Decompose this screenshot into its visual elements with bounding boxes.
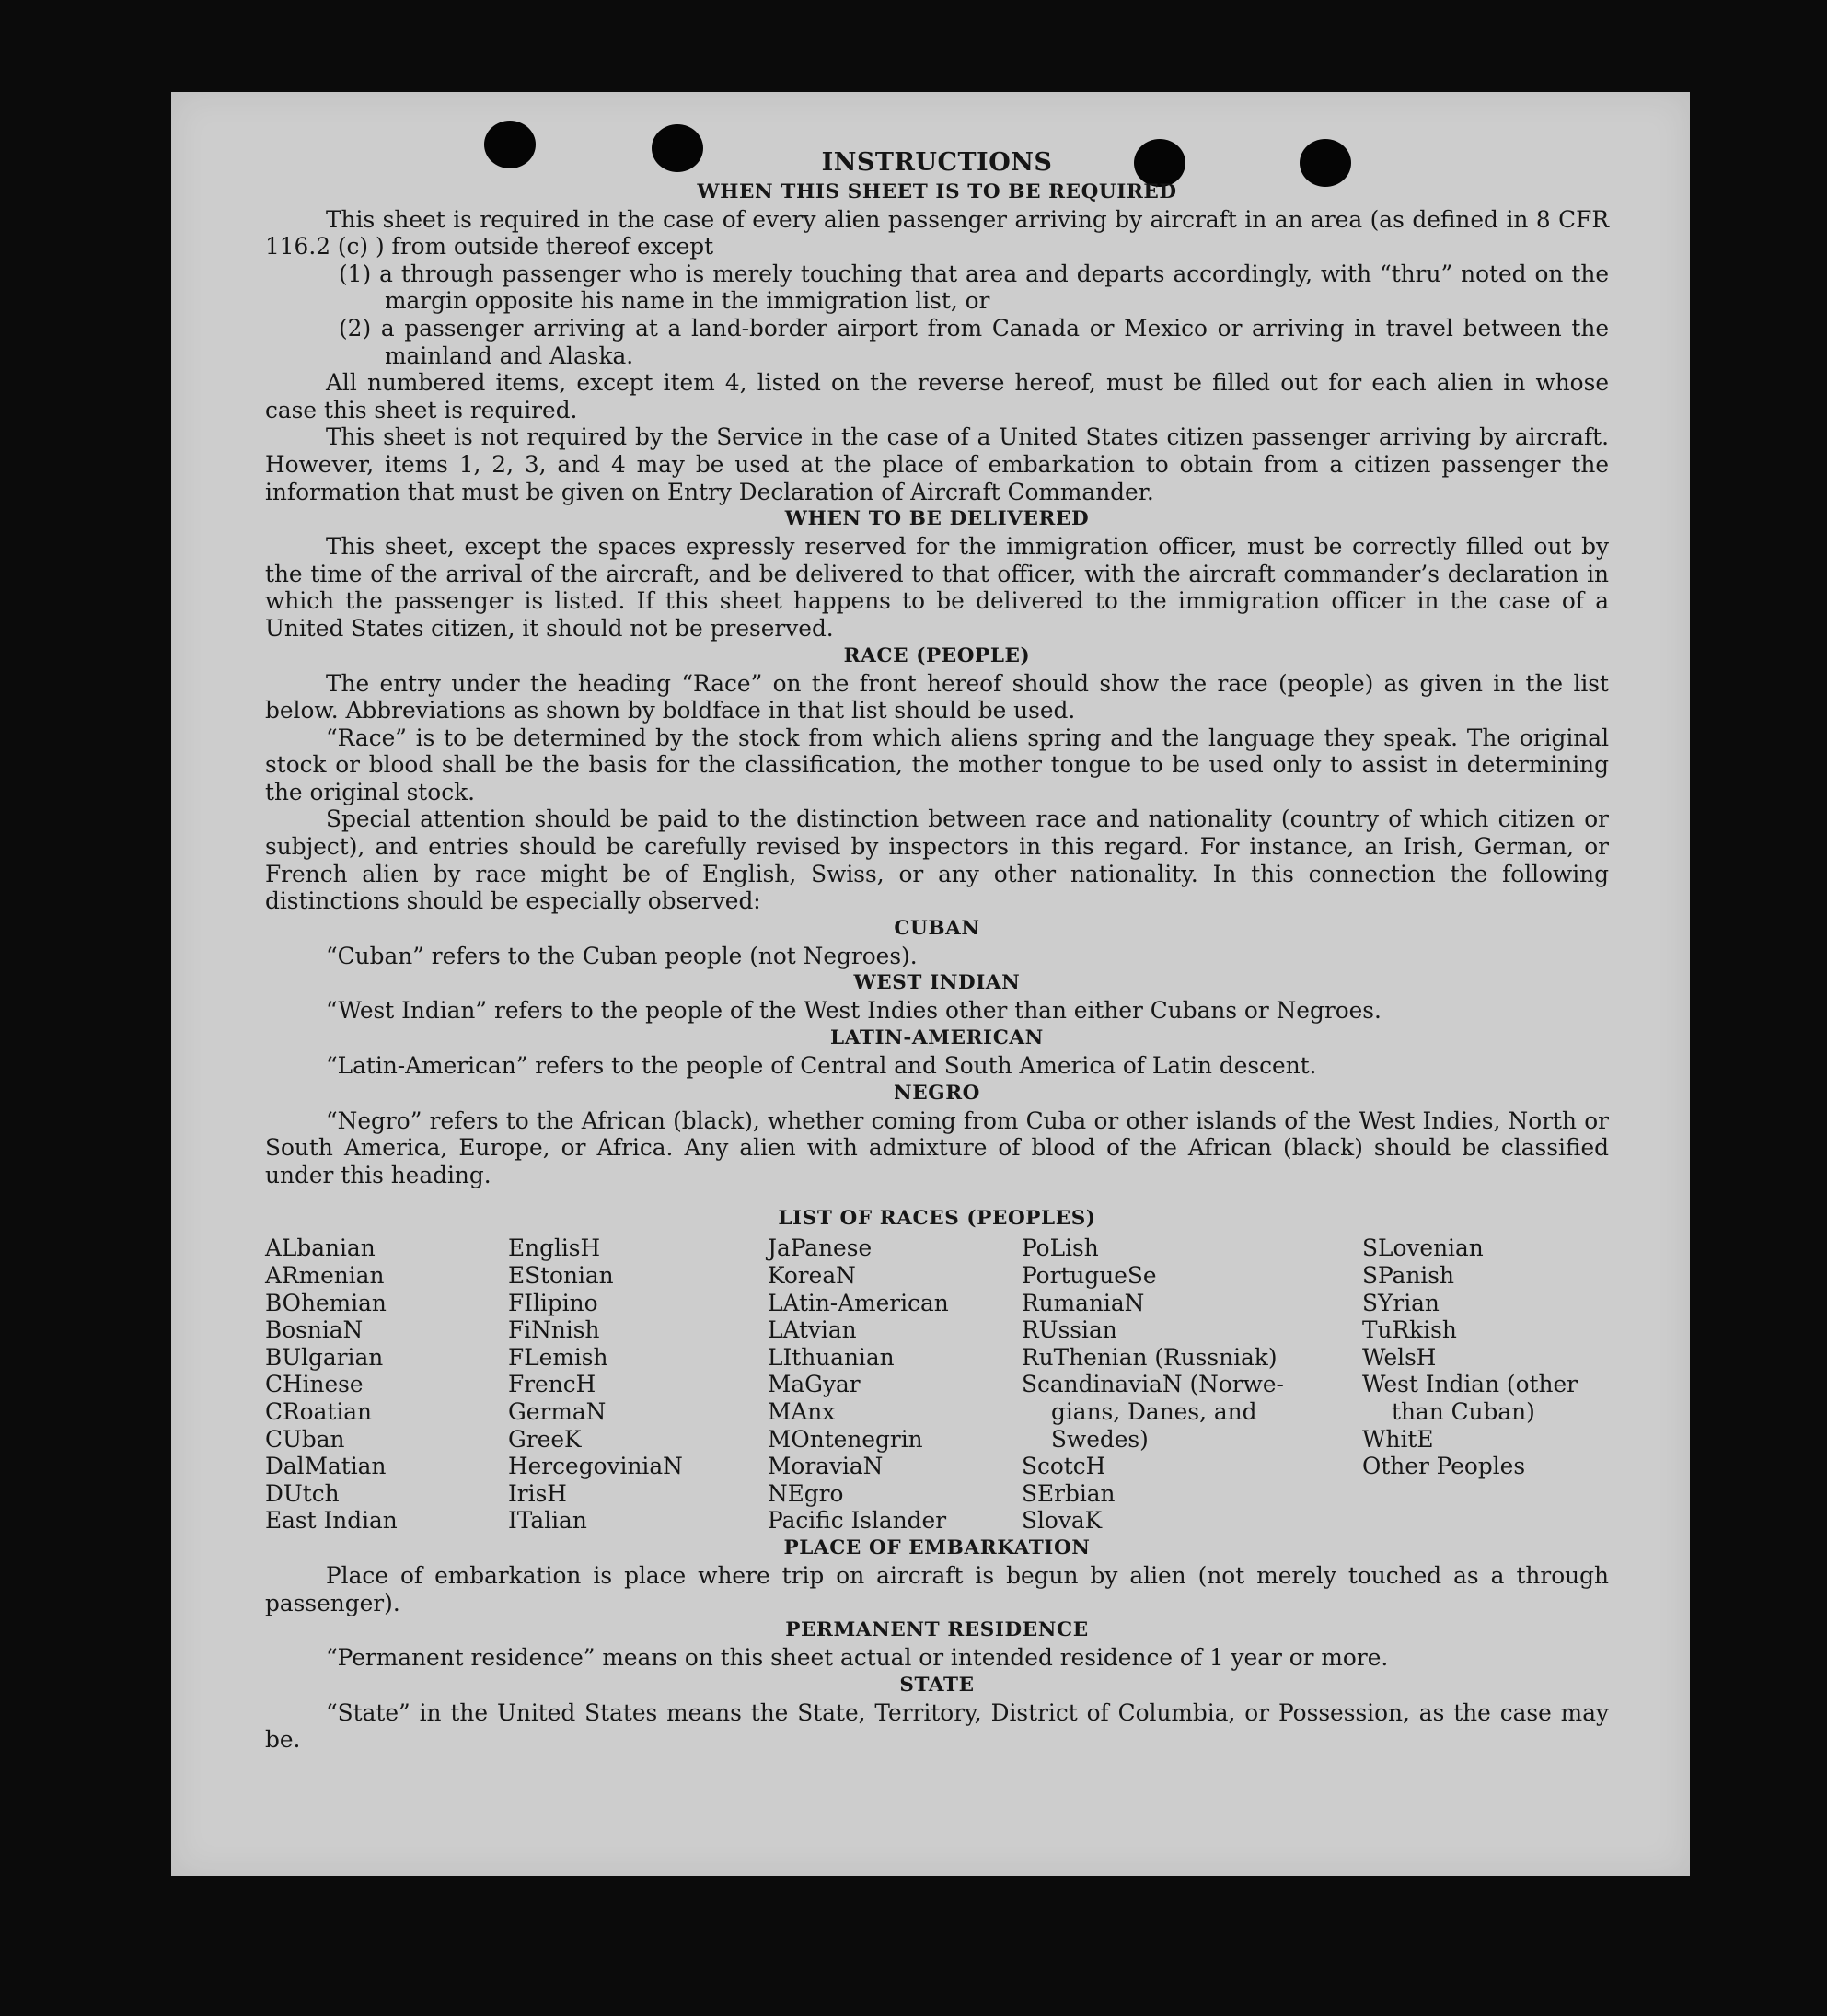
section-heading: PERMANENT RESIDENCE	[785, 1618, 1089, 1642]
races-column	[265, 1234, 508, 1535]
races-column	[1022, 1234, 1362, 1535]
race-entry: BUlgarian	[265, 1343, 384, 1371]
race-entry: RuThenian (Russniak)	[1022, 1343, 1278, 1371]
paragraph: This sheet, except the spaces expressly reserved for the immigration officer, must be correctly filled out by the time of the arrival of the aircraft, and be delivered to that officer, with the aircraft commander’s declaration in which the passenger is listed. If this sheet happens to be delivered to the immigration officer in the case of a United States citizen, it should not be preserved.	[265, 533, 1609, 642]
paragraph: This sheet is not required by the Service in the case of a United States citizen passenger arriving by aircraft. However, items 1, 2, 3, and 4 may be used at the place of embarkation to obtain from a citizen passenger the information that must be given on Entry Declaration of Aircraft Commander.	[265, 423, 1609, 505]
race-entry: MAnx	[768, 1397, 836, 1425]
race-entry: than Cuban)	[1392, 1397, 1535, 1425]
section-heading: STATE	[899, 1673, 975, 1697]
paragraph: “Race” is to be determined by the stock from which aliens spring and the language they speak. The original stock or blood shall be the basis for the classification, the mother tongue to be used only to assist in determining the original stock.	[265, 724, 1609, 805]
race-entry: GermaN	[508, 1397, 607, 1425]
race-entry: NEgro	[768, 1479, 844, 1507]
race-entry: HercegoviniaN	[508, 1453, 683, 1480]
paragraph: “West Indian” refers to the people of the West Indies other than either Cubans or Negroes.	[326, 997, 1382, 1025]
race-entry: LAtvian	[768, 1316, 857, 1344]
paragraph: The entry under the heading “Race” on the front hereof should show the race (people) as given in the list below. Abbreviations as shown by boldface in that list should be used.	[265, 669, 1609, 724]
race-entry: SLovenian	[1362, 1234, 1484, 1262]
race-entry: DUtch	[265, 1479, 340, 1507]
race-entry: LIthuanian	[768, 1343, 895, 1371]
paragraph: Special attention should be paid to the distinction between race and nationality (country of which citizen or subject), and entries should be carefully revised by inspectors in this regard. For instance, an Irish, German, or French alien by race might be of English, Swiss, or any other nationality. In this connection the following distinctions should be especially observed:	[265, 805, 1609, 915]
race-entry: FIlipino	[508, 1289, 598, 1316]
race-entry: ScandinaviaN (Norwe-	[1022, 1371, 1284, 1398]
paragraph: “Permanent residence” means on this sheet actual or intended residence of 1 year or more.	[326, 1644, 1389, 1672]
section-heading: CUBAN	[894, 916, 980, 940]
race-entry: GreeK	[508, 1425, 582, 1453]
instructions-content	[265, 149, 1609, 1754]
race-entry: JaPanese	[768, 1234, 873, 1262]
races-column	[508, 1234, 768, 1535]
race-entry: BOhemian	[265, 1289, 387, 1316]
list-item: (1) a through passenger who is merely touching that area and departs accordingly, with “thru” noted on the margin opposite his name in the immigration list, or	[339, 260, 1609, 315]
race-entry: IrisH	[508, 1479, 567, 1507]
race-entry: SlovaK	[1022, 1507, 1103, 1535]
race-entry: ITalian	[508, 1507, 587, 1535]
race-entry: SYrian	[1362, 1289, 1440, 1316]
races-list	[265, 1234, 1609, 1535]
section-heading: LATIN-AMERICAN	[830, 1026, 1044, 1050]
race-entry: KoreaN	[768, 1262, 856, 1289]
document-sheet	[171, 92, 1690, 1876]
section-heading: PLACE OF EMBARKATION	[783, 1535, 1091, 1559]
race-entry: WhitE	[1362, 1425, 1434, 1453]
race-entry: East Indian	[265, 1507, 398, 1535]
race-entry: Other Peoples	[1362, 1453, 1526, 1480]
section-heading: WEST INDIAN	[853, 971, 1021, 995]
race-entry: EnglisH	[508, 1234, 601, 1262]
race-entry: ALbanian	[265, 1234, 376, 1262]
races-column	[768, 1234, 1022, 1535]
race-entry: BosniaN	[265, 1316, 364, 1344]
list-item: (2) a passenger arriving at a land-border airport from Canada or Mexico or arriving in travel between the mainland and Alaska.	[339, 314, 1609, 369]
race-entry: TuRkish	[1362, 1316, 1457, 1344]
race-entry: SErbian	[1022, 1479, 1116, 1507]
paragraph: All numbered items, except item 4, listed on the reverse hereof, must be filled out for each alien in whose case this sheet is required.	[265, 369, 1609, 423]
race-entry: CRoatian	[265, 1397, 373, 1425]
race-entry: RumaniaN	[1022, 1289, 1145, 1316]
race-entry: CUban	[265, 1425, 345, 1453]
section-heading: WHEN THIS SHEET IS TO BE REQUIRED	[697, 180, 1177, 203]
section-heading: NEGRO	[894, 1081, 980, 1105]
paragraph: This sheet is required in the case of every alien passenger arriving by aircraft in an area (as defined in 8 CFR 116.2 (c) ) from outside thereof except	[265, 205, 1609, 261]
race-entry: FrencH	[508, 1371, 596, 1398]
race-entry: Swedes)	[1051, 1425, 1149, 1453]
paragraph: Place of embarkation is place where trip on aircraft is begun by alien (not merely touched as a through passenger).	[265, 1561, 1609, 1616]
race-entry: WelsH	[1362, 1343, 1437, 1371]
race-entry: LAtin-American	[768, 1289, 949, 1316]
race-entry: PoLish	[1022, 1234, 1099, 1262]
race-entry: MaGyar	[768, 1371, 861, 1398]
race-entry: FiNnish	[508, 1316, 600, 1344]
paragraph: “Cuban” refers to the Cuban people (not Negroes).	[326, 942, 918, 969]
race-entry: CHinese	[265, 1371, 364, 1398]
races-column	[1362, 1234, 1609, 1535]
race-entry: gians, Danes, and	[1051, 1397, 1257, 1425]
race-entry: RUssian	[1022, 1316, 1117, 1344]
race-entry: EStonian	[508, 1262, 614, 1289]
race-entry: FLemish	[508, 1343, 608, 1371]
race-entry: MoraviaN	[768, 1453, 884, 1480]
paragraph: “Negro” refers to the African (black), whether coming from Cuba or other islands of the West Indies, North or South America, Europe, or Africa. Any alien with admixture of blood of the African (black) should be classified under this heading.	[265, 1106, 1609, 1188]
race-entry: ScotcH	[1022, 1453, 1106, 1480]
races-heading: LIST OF RACES (PEOPLES)	[778, 1207, 1096, 1231]
section-heading: RACE (PEOPLE)	[843, 643, 1031, 667]
race-entry: MOntenegrin	[768, 1425, 923, 1453]
race-entry: SPanish	[1362, 1262, 1454, 1289]
race-entry: DalMatian	[265, 1453, 387, 1480]
page-title: INSTRUCTIONS	[821, 148, 1053, 177]
race-entry: Pacific Islander	[768, 1507, 947, 1535]
section-heading: WHEN TO BE DELIVERED	[784, 507, 1090, 531]
paragraph: “Latin-American” refers to the people of Central and South America of Latin descent.	[326, 1052, 1317, 1080]
race-entry: ARmenian	[265, 1262, 385, 1289]
paragraph: “State” in the United States means the State, Territory, District of Columbia, or Possession, as the case may be.	[265, 1698, 1609, 1754]
race-entry: West Indian (other	[1362, 1371, 1578, 1398]
race-entry: PortugueSe	[1022, 1262, 1157, 1289]
